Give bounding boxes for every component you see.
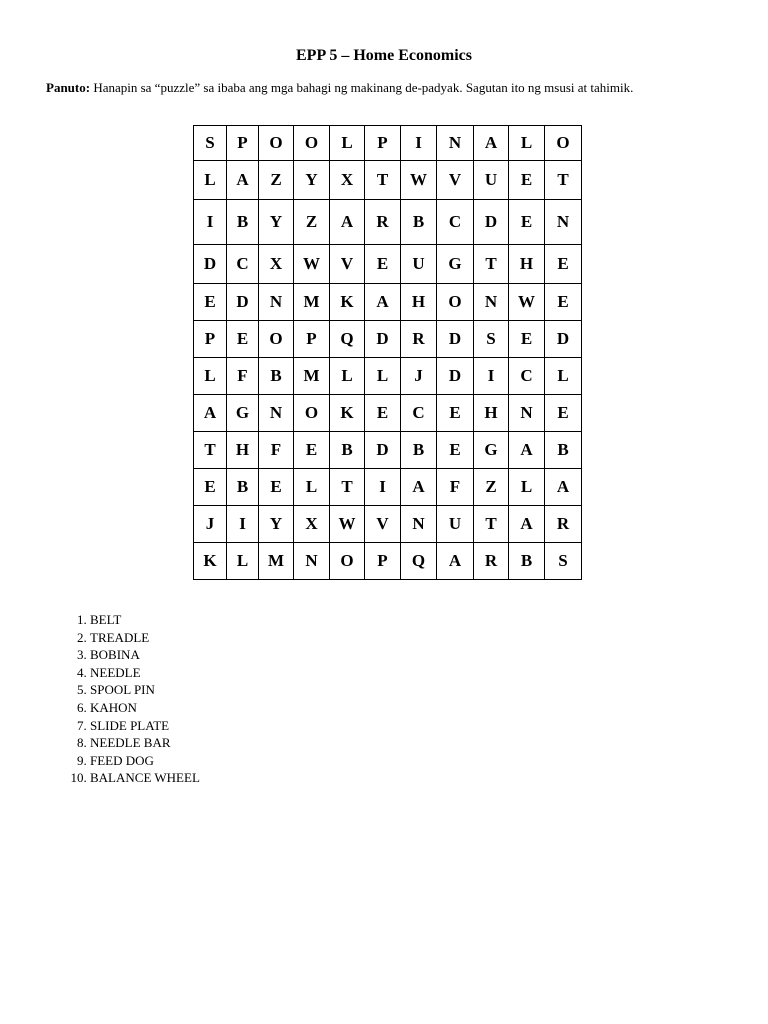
puzzle-cell: B: [259, 358, 294, 395]
puzzle-cell: P: [365, 126, 401, 161]
puzzle-cell: F: [259, 432, 294, 469]
puzzle-cell: A: [194, 395, 227, 432]
puzzle-cell: T: [474, 506, 509, 543]
puzzle-cell: I: [401, 126, 437, 161]
puzzle-cell: E: [365, 395, 401, 432]
word-search-grid: [193, 125, 582, 580]
puzzle-cell: W: [330, 506, 365, 543]
puzzle-cell: A: [437, 543, 474, 580]
puzzle-cell: U: [474, 161, 509, 200]
puzzle-cell: P: [294, 321, 330, 358]
puzzle-cell: Z: [259, 161, 294, 200]
puzzle-cell: Y: [259, 200, 294, 245]
puzzle-row: [194, 200, 582, 245]
puzzle-cell: K: [330, 284, 365, 321]
puzzle-cell: D: [437, 321, 474, 358]
puzzle-cell: M: [294, 358, 330, 395]
puzzle-cell: B: [227, 200, 259, 245]
puzzle-cell: N: [259, 395, 294, 432]
instructions-text: Hanapin sa “puzzle” sa ibaba ang mga bahagi ng makinang de-padyak. Sagutan ito ng msusi at tahimik.: [93, 80, 634, 95]
puzzle-cell: N: [401, 506, 437, 543]
puzzle-cell: N: [259, 284, 294, 321]
word-list-item: 6. KAHON: [90, 699, 200, 717]
puzzle-cell: L: [330, 358, 365, 395]
puzzle-cell: E: [509, 200, 545, 245]
puzzle-cell: N: [509, 395, 545, 432]
word-list-item: 7. SLIDE PLATE: [90, 717, 200, 735]
puzzle-cell: A: [227, 161, 259, 200]
puzzle-cell: T: [194, 432, 227, 469]
puzzle-cell: L: [509, 126, 545, 161]
puzzle-cell: F: [227, 358, 259, 395]
puzzle-cell: E: [437, 432, 474, 469]
puzzle-cell: D: [437, 358, 474, 395]
puzzle-cell: R: [545, 506, 582, 543]
puzzle-cell: O: [545, 126, 582, 161]
puzzle-cell: A: [474, 126, 509, 161]
puzzle-cell: L: [194, 358, 227, 395]
puzzle-cell: L: [509, 469, 545, 506]
word-list-item: 1. BELT: [90, 611, 200, 629]
puzzle-cell: E: [437, 395, 474, 432]
puzzle-cell: I: [474, 358, 509, 395]
puzzle-cell: E: [194, 469, 227, 506]
puzzle-cell: S: [545, 543, 582, 580]
puzzle-cell: H: [227, 432, 259, 469]
puzzle-cell: O: [294, 395, 330, 432]
puzzle-cell: E: [545, 395, 582, 432]
puzzle-cell: O: [259, 126, 294, 161]
puzzle-cell: G: [474, 432, 509, 469]
puzzle-row: [194, 506, 582, 543]
puzzle-cell: E: [227, 321, 259, 358]
puzzle-cell: D: [365, 321, 401, 358]
puzzle-cell: E: [545, 284, 582, 321]
puzzle-cell: E: [259, 469, 294, 506]
puzzle-cell: W: [509, 284, 545, 321]
instructions-label: Panuto:: [46, 80, 91, 95]
puzzle-cell: L: [227, 543, 259, 580]
puzzle-cell: O: [437, 284, 474, 321]
puzzle-cell: F: [437, 469, 474, 506]
puzzle-cell: Z: [474, 469, 509, 506]
puzzle-cell: J: [194, 506, 227, 543]
word-list-item: 10. BALANCE WHEEL: [90, 769, 200, 787]
puzzle-cell: S: [474, 321, 509, 358]
puzzle-cell: O: [330, 543, 365, 580]
puzzle-cell: S: [194, 126, 227, 161]
puzzle-cell: B: [401, 432, 437, 469]
puzzle-cell: A: [365, 284, 401, 321]
puzzle-cell: L: [194, 161, 227, 200]
puzzle-cell: B: [330, 432, 365, 469]
puzzle-cell: P: [194, 321, 227, 358]
puzzle-cell: Y: [294, 161, 330, 200]
puzzle-cell: B: [509, 543, 545, 580]
word-list-item: 4. NEEDLE: [90, 664, 200, 682]
puzzle-cell: C: [437, 200, 474, 245]
puzzle-cell: K: [330, 395, 365, 432]
puzzle-cell: P: [227, 126, 259, 161]
puzzle-cell: I: [227, 506, 259, 543]
puzzle-cell: B: [401, 200, 437, 245]
puzzle-row: [194, 543, 582, 580]
puzzle-row: [194, 161, 582, 200]
puzzle-cell: X: [259, 245, 294, 284]
puzzle-cell: U: [401, 245, 437, 284]
puzzle-cell: Q: [330, 321, 365, 358]
puzzle-cell: J: [401, 358, 437, 395]
puzzle-cell: D: [545, 321, 582, 358]
puzzle-cell: O: [294, 126, 330, 161]
word-list-item: 9. FEED DOG: [90, 752, 200, 770]
puzzle-cell: L: [294, 469, 330, 506]
puzzle-row: [194, 395, 582, 432]
puzzle-cell: O: [259, 321, 294, 358]
puzzle-cell: U: [437, 506, 474, 543]
puzzle-cell: R: [401, 321, 437, 358]
puzzle-cell: A: [401, 469, 437, 506]
puzzle-cell: D: [474, 200, 509, 245]
puzzle-cell: X: [294, 506, 330, 543]
puzzle-cell: D: [365, 432, 401, 469]
puzzle-cell: T: [545, 161, 582, 200]
puzzle-cell: B: [545, 432, 582, 469]
puzzle-cell: V: [365, 506, 401, 543]
puzzle-cell: Q: [401, 543, 437, 580]
puzzle-cell: G: [437, 245, 474, 284]
puzzle-cell: I: [365, 469, 401, 506]
puzzle-cell: D: [194, 245, 227, 284]
puzzle-cell: E: [294, 432, 330, 469]
puzzle-cell: M: [259, 543, 294, 580]
puzzle-cell: D: [227, 284, 259, 321]
puzzle-row: [194, 432, 582, 469]
puzzle-cell: N: [294, 543, 330, 580]
puzzle-row: [194, 126, 582, 161]
puzzle-cell: E: [509, 321, 545, 358]
puzzle-cell: N: [437, 126, 474, 161]
puzzle-cell: E: [194, 284, 227, 321]
puzzle-cell: N: [474, 284, 509, 321]
puzzle-cell: W: [294, 245, 330, 284]
word-list-item: 3. BOBINA: [90, 646, 200, 664]
puzzle-cell: T: [474, 245, 509, 284]
page-title: EPP 5 – Home Economics: [296, 47, 472, 64]
puzzle-cell: W: [401, 161, 437, 200]
puzzle-cell: L: [330, 126, 365, 161]
puzzle-cell: R: [474, 543, 509, 580]
puzzle-cell: L: [545, 358, 582, 395]
puzzle-cell: H: [474, 395, 509, 432]
puzzle-cell: H: [509, 245, 545, 284]
puzzle-row: [194, 358, 582, 395]
puzzle-row: [194, 284, 582, 321]
puzzle-cell: Y: [259, 506, 294, 543]
puzzle-cell: G: [227, 395, 259, 432]
puzzle-cell: H: [401, 284, 437, 321]
puzzle-cell: T: [365, 161, 401, 200]
puzzle-cell: E: [545, 245, 582, 284]
puzzle-cell: I: [194, 200, 227, 245]
puzzle-cell: T: [330, 469, 365, 506]
word-list-item: 5. SPOOL PIN: [90, 681, 200, 699]
puzzle-cell: B: [227, 469, 259, 506]
word-list: [46, 611, 200, 787]
puzzle-cell: A: [509, 506, 545, 543]
puzzle-cell: M: [294, 284, 330, 321]
puzzle-cell: A: [509, 432, 545, 469]
puzzle-row: [194, 245, 582, 284]
word-list-item: 8. NEEDLE BAR: [90, 734, 200, 752]
puzzle-cell: C: [401, 395, 437, 432]
puzzle-cell: N: [545, 200, 582, 245]
puzzle-cell: V: [437, 161, 474, 200]
puzzle-row: [194, 469, 582, 506]
puzzle-row: [194, 321, 582, 358]
puzzle-cell: E: [365, 245, 401, 284]
puzzle-cell: C: [227, 245, 259, 284]
puzzle-cell: L: [365, 358, 401, 395]
puzzle-cell: E: [509, 161, 545, 200]
puzzle-cell: K: [194, 543, 227, 580]
instructions: [46, 80, 746, 96]
puzzle-cell: Z: [294, 200, 330, 245]
puzzle-cell: C: [509, 358, 545, 395]
puzzle-cell: R: [365, 200, 401, 245]
puzzle-cell: A: [330, 200, 365, 245]
puzzle-cell: X: [330, 161, 365, 200]
word-list-item: 2. TREADLE: [90, 629, 200, 647]
puzzle-cell: V: [330, 245, 365, 284]
puzzle-cell: P: [365, 543, 401, 580]
puzzle-cell: A: [545, 469, 582, 506]
